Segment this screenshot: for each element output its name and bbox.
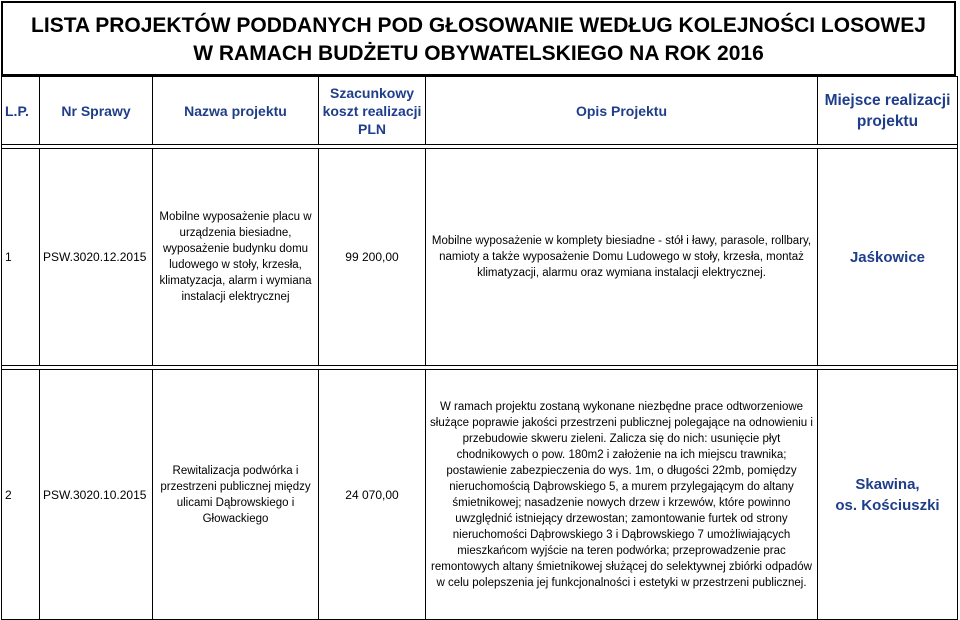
row-place (818, 370, 958, 620)
header-cost (319, 77, 426, 145)
row-nr-sprawy: PSW.3020.10.2015 (40, 370, 153, 620)
row-project-name: Rewitalizacja podwórka i przestrzeni publicznej między ulicami Dąbrowskiego i Głowackiego (153, 370, 319, 620)
header-place-line-1: Miejsce realizacji (824, 91, 951, 109)
row-place-line-2: os. Kościuszki (835, 496, 940, 514)
row-project-name: Mobilne wyposażenie placu w urządzenia biesiadne, wyposażenie budynku domu ludowego w stoły, krzesła, klimatyzacja, alarm i wymiana instalacji elektrycznej (153, 149, 319, 366)
document-title (1, 1, 956, 76)
header-lp: L.P. (2, 77, 40, 145)
row-cost: 99 200,00 (319, 149, 426, 366)
header-cost-line-3: PLN (358, 120, 386, 137)
row-lp: 2 (2, 370, 40, 620)
header-place (818, 77, 958, 145)
header-project-name: Nazwa projektu (153, 77, 319, 145)
row-nr-sprawy: PSW.3020.12.2015 (40, 149, 153, 366)
row-lp: 1 (2, 149, 40, 366)
header-place-line-2: projektu (856, 112, 919, 130)
projects-table (1, 76, 958, 620)
row-cost: 24 070,00 (319, 370, 426, 620)
title-line-2: W RAMACH BUDŻETU OBYWATELSKIEGO NA ROK 2016 (193, 42, 764, 65)
title-line-1: LISTA PROJEKTÓW PODDANYCH POD GŁOSOWANIE WEDŁUG KOLEJNOŚCI LOSOWEJ (31, 14, 926, 37)
row-place: Jaśkowice (818, 149, 958, 366)
row-place-line-1: Skawina, (855, 475, 920, 493)
table-row (2, 370, 958, 620)
table-header-row (2, 77, 958, 145)
row-description: W ramach projektu zostaną wykonane niezbędne prace odtworzeniowe służące poprawie jakości przestrzeni publicznej polegające na odnowieniu i przebudowie skweru zieleni. Zalicza się do nich: usunięcie płyt chodnikowych o pow. 180m2 i założenie na ich miejscu trawnika; postawienie zabezpieczenia do wys. 1m, o długości 22mb, pomiędzy nieruchomością Dąbrowskiego 5, a murem przylegającym do altany śmietnikowej; nasadzenie nowych drzew i krzewów, które powinno uwzględnić istniejący drzewostan; zamontowanie furtek od strony nieruchomości Dąbrowskiego 3 i Dąbrowskiego 7 umożliwiających mieszkańcom wyjście na teren podwórka; przeprowadzenie prac remontowych altany śmietnikowej służącej do selektywnej zbiórki odpadów w celu polepszenia jej funkcjonalności i estetyki w przestrzeni publicznej. (426, 370, 818, 620)
row-description: Mobilne wyposażenie w komplety biesiadne - stół i ławy, parasole, rollbary, namioty a także wyposażenie Domu Ludowego w stoły, krzesła, montaż klimatyzacji, alarmu oraz wymiana instalacji elektrycznej. (426, 149, 818, 366)
header-nr-sprawy: Nr Sprawy (40, 77, 153, 145)
header-description: Opis Projektu (426, 77, 818, 145)
header-cost-line-2: koszt realizacji (322, 102, 422, 119)
table-row (2, 149, 958, 366)
header-cost-line-1: Szacunkowy (329, 84, 415, 101)
